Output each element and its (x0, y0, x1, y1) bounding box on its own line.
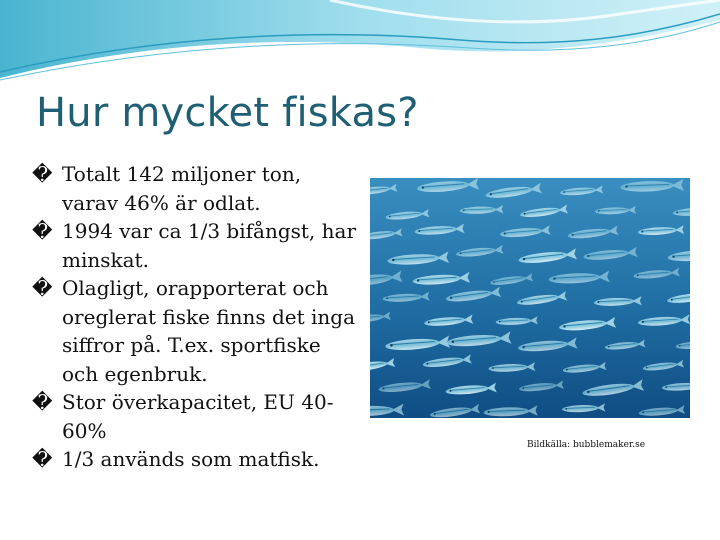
image-caption: Bildkälla: bubblemaker.se (527, 440, 646, 450)
bullet-marker-icon: � (32, 276, 53, 300)
bullet-text: Totalt 142 miljoner ton, varav 46% är odlat. (62, 162, 302, 215)
header-wave-decoration (0, 0, 720, 90)
bullet-item (32, 274, 362, 388)
bullet-text: 1/3 används som matfisk. (62, 447, 320, 471)
bullet-item (32, 445, 362, 474)
bullet-text: 1994 var ca 1/3 bifångst, har minskat. (62, 219, 357, 272)
bullet-item (32, 217, 362, 274)
bullet-list (32, 160, 362, 474)
school-of-fish-photo (370, 178, 690, 418)
bullet-text: Stor överkapacitet, EU 40-60% (62, 390, 334, 443)
bullet-marker-icon: � (32, 162, 53, 186)
bullet-text: Olagligt, orapporterat och oreglerat fiske finns det inga siffror på. T.ex. sportfiske och egenbruk. (62, 276, 356, 386)
bullet-marker-icon: � (32, 219, 53, 243)
bullet-item (32, 388, 362, 445)
bullet-marker-icon: � (32, 390, 53, 414)
bullet-item (32, 160, 362, 217)
bullet-marker-icon: � (32, 447, 53, 471)
slide-title: Hur mycket fiskas? (36, 90, 419, 136)
